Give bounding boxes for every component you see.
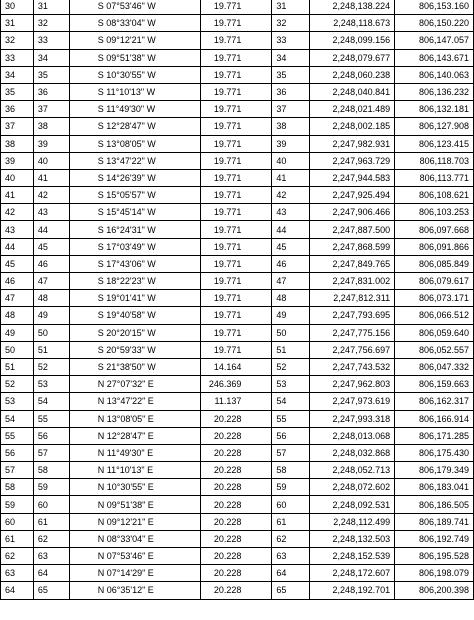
point-cell: 64	[33, 565, 69, 582]
table-row	[1, 101, 474, 118]
distance-cell: 14.164	[201, 358, 272, 375]
northing-cell: 2,247,906.466	[310, 204, 395, 221]
easting-cell: 806,091.866	[395, 238, 474, 255]
vertex-cell: 53	[272, 376, 310, 393]
easting-cell: 806,179.349	[395, 462, 474, 479]
easting-cell: 806,162.317	[395, 393, 474, 410]
station-cell: 36	[1, 101, 34, 118]
bearing-cell: N 12°28'47" E	[69, 427, 201, 444]
bearing-cell: S 15°05'57" W	[69, 187, 201, 204]
northing-cell: 2,248,072.602	[310, 479, 395, 496]
distance-cell: 19.771	[201, 15, 272, 32]
point-cell: 46	[33, 255, 69, 272]
northing-cell: 2,248,118.673	[310, 15, 395, 32]
northing-cell: 2,248,099.156	[310, 32, 395, 49]
northing-cell: 2,248,112.499	[310, 513, 395, 530]
point-cell: 54	[33, 393, 69, 410]
station-cell: 51	[1, 358, 34, 375]
bearing-cell: S 11°49'30" W	[69, 101, 201, 118]
station-cell: 35	[1, 83, 34, 100]
station-cell: 62	[1, 548, 34, 565]
bearing-cell: S 20°20'15" W	[69, 324, 201, 341]
point-cell: 48	[33, 290, 69, 307]
distance-cell: 19.771	[201, 221, 272, 238]
northing-cell: 2,248,002.185	[310, 118, 395, 135]
station-cell: 48	[1, 307, 34, 324]
bearing-cell: S 10°30'55" W	[69, 66, 201, 83]
northing-cell: 2,247,982.931	[310, 135, 395, 152]
station-cell: 42	[1, 204, 34, 221]
vertex-cell: 60	[272, 496, 310, 513]
bearing-cell: N 13°08'05" E	[69, 410, 201, 427]
distance-cell: 20.228	[201, 565, 272, 582]
northing-cell: 2,247,944.583	[310, 169, 395, 186]
distance-cell: 20.228	[201, 582, 272, 599]
table-row	[1, 204, 474, 221]
bearing-cell: N 08°33'04" E	[69, 530, 201, 547]
bearing-cell: N 09°12'21" E	[69, 513, 201, 530]
distance-cell: 19.771	[201, 135, 272, 152]
station-cell: 50	[1, 341, 34, 358]
vertex-cell: 61	[272, 513, 310, 530]
station-cell: 40	[1, 169, 34, 186]
point-cell: 58	[33, 462, 69, 479]
point-cell: 42	[33, 187, 69, 204]
station-cell: 34	[1, 66, 34, 83]
table-row	[1, 187, 474, 204]
table-row	[1, 255, 474, 272]
bearing-cell: N 06°35'12" E	[69, 582, 201, 599]
station-cell: 58	[1, 479, 34, 496]
point-cell: 57	[33, 444, 69, 461]
station-cell: 33	[1, 49, 34, 66]
vertex-cell: 35	[272, 66, 310, 83]
easting-cell: 806,132.181	[395, 101, 474, 118]
table-row	[1, 83, 474, 100]
northing-cell: 2,248,092.531	[310, 496, 395, 513]
distance-cell: 19.771	[201, 0, 272, 15]
northing-cell: 2,247,812.311	[310, 290, 395, 307]
point-cell: 35	[33, 66, 69, 83]
point-cell: 61	[33, 513, 69, 530]
vertex-cell: 31	[272, 0, 310, 15]
station-cell: 45	[1, 255, 34, 272]
table-row	[1, 462, 474, 479]
station-cell: 44	[1, 238, 34, 255]
station-cell: 53	[1, 393, 34, 410]
table-row	[1, 290, 474, 307]
table-row	[1, 49, 474, 66]
station-cell: 46	[1, 273, 34, 290]
northing-cell: 2,248,192.701	[310, 582, 395, 599]
easting-cell: 806,052.557	[395, 341, 474, 358]
easting-cell: 806,153.160	[395, 0, 474, 15]
easting-cell: 806,166.914	[395, 410, 474, 427]
station-cell: 30	[1, 0, 34, 15]
point-cell: 59	[33, 479, 69, 496]
easting-cell: 806,123.415	[395, 135, 474, 152]
northing-cell: 2,247,743.532	[310, 358, 395, 375]
table-row	[1, 427, 474, 444]
vertex-cell: 51	[272, 341, 310, 358]
bearing-cell: S 14°26'39" W	[69, 169, 201, 186]
easting-cell: 806,192.749	[395, 530, 474, 547]
table-row	[1, 66, 474, 83]
easting-cell: 806,059.640	[395, 324, 474, 341]
point-cell: 37	[33, 101, 69, 118]
point-cell: 55	[33, 410, 69, 427]
vertex-cell: 42	[272, 187, 310, 204]
point-cell: 39	[33, 135, 69, 152]
bearing-cell: N 07°14'29" E	[69, 565, 201, 582]
easting-cell: 806,085.849	[395, 255, 474, 272]
distance-cell: 19.771	[201, 324, 272, 341]
point-cell: 36	[33, 83, 69, 100]
easting-cell: 806,198.079	[395, 565, 474, 582]
bearing-cell: S 19°40'58" W	[69, 307, 201, 324]
bearing-cell: S 19°01'41" W	[69, 290, 201, 307]
distance-cell: 11.137	[201, 393, 272, 410]
northing-cell: 2,247,793.695	[310, 307, 395, 324]
point-cell: 45	[33, 238, 69, 255]
easting-cell: 806,200.398	[395, 582, 474, 599]
table-row	[1, 118, 474, 135]
vertex-cell: 65	[272, 582, 310, 599]
point-cell: 47	[33, 273, 69, 290]
table-row	[1, 582, 474, 599]
station-cell: 61	[1, 530, 34, 547]
northing-cell: 2,247,973.619	[310, 393, 395, 410]
station-cell: 64	[1, 582, 34, 599]
distance-cell: 19.771	[201, 290, 272, 307]
vertex-cell: 44	[272, 221, 310, 238]
table-row	[1, 324, 474, 341]
table-row	[1, 376, 474, 393]
point-cell: 41	[33, 169, 69, 186]
easting-cell: 806,159.663	[395, 376, 474, 393]
distance-cell: 19.771	[201, 101, 272, 118]
easting-cell: 806,108.621	[395, 187, 474, 204]
easting-cell: 806,073.171	[395, 290, 474, 307]
easting-cell: 806,066.512	[395, 307, 474, 324]
station-cell: 31	[1, 15, 34, 32]
point-cell: 49	[33, 307, 69, 324]
station-cell: 57	[1, 462, 34, 479]
distance-cell: 19.771	[201, 204, 272, 221]
bearing-cell: S 09°12'21" W	[69, 32, 201, 49]
table-row	[1, 479, 474, 496]
point-cell: 62	[33, 530, 69, 547]
table-row	[1, 358, 474, 375]
station-cell: 37	[1, 118, 34, 135]
station-cell: 54	[1, 410, 34, 427]
northing-cell: 2,248,013.068	[310, 427, 395, 444]
easting-cell: 806,175.430	[395, 444, 474, 461]
station-cell: 56	[1, 444, 34, 461]
distance-cell: 19.771	[201, 32, 272, 49]
distance-cell: 20.228	[201, 462, 272, 479]
distance-cell: 19.771	[201, 83, 272, 100]
vertex-cell: 41	[272, 169, 310, 186]
station-cell: 49	[1, 324, 34, 341]
vertex-cell: 45	[272, 238, 310, 255]
table-row	[1, 565, 474, 582]
point-cell: 31	[33, 0, 69, 15]
point-cell: 51	[33, 341, 69, 358]
station-cell: 41	[1, 187, 34, 204]
distance-cell: 20.228	[201, 530, 272, 547]
point-cell: 50	[33, 324, 69, 341]
station-cell: 47	[1, 290, 34, 307]
distance-cell: 19.771	[201, 341, 272, 358]
table-row	[1, 15, 474, 32]
point-cell: 43	[33, 204, 69, 221]
bearing-cell: N 11°10'13" E	[69, 462, 201, 479]
point-cell: 65	[33, 582, 69, 599]
point-cell: 60	[33, 496, 69, 513]
station-cell: 60	[1, 513, 34, 530]
vertex-cell: 38	[272, 118, 310, 135]
easting-cell: 806,189.741	[395, 513, 474, 530]
table-row	[1, 169, 474, 186]
point-cell: 63	[33, 548, 69, 565]
vertex-cell: 32	[272, 15, 310, 32]
station-cell: 38	[1, 135, 34, 152]
table-row	[1, 444, 474, 461]
bearing-cell: N 27°07'32" E	[69, 376, 201, 393]
bearing-cell: S 07°53'46" W	[69, 0, 201, 15]
vertex-cell: 50	[272, 324, 310, 341]
northing-cell: 2,248,060.238	[310, 66, 395, 83]
easting-cell: 806,183.041	[395, 479, 474, 496]
bearing-cell: S 17°03'49" W	[69, 238, 201, 255]
table-row	[1, 393, 474, 410]
vertex-cell: 40	[272, 152, 310, 169]
northing-cell: 2,248,021.489	[310, 101, 395, 118]
distance-cell: 19.771	[201, 49, 272, 66]
easting-cell: 806,103.253	[395, 204, 474, 221]
vertex-cell: 56	[272, 427, 310, 444]
vertex-cell: 57	[272, 444, 310, 461]
point-cell: 38	[33, 118, 69, 135]
bearing-cell: S 17°43'06" W	[69, 255, 201, 272]
vertex-cell: 62	[272, 530, 310, 547]
vertex-cell: 64	[272, 565, 310, 582]
distance-cell: 20.228	[201, 496, 272, 513]
table-row	[1, 513, 474, 530]
easting-cell: 806,047.332	[395, 358, 474, 375]
easting-cell: 806,097.668	[395, 221, 474, 238]
table-row	[1, 496, 474, 513]
point-cell: 44	[33, 221, 69, 238]
northing-cell: 2,248,040.841	[310, 83, 395, 100]
easting-cell: 806,140.063	[395, 66, 474, 83]
bearing-cell: S 11°10'13" W	[69, 83, 201, 100]
table-row	[1, 410, 474, 427]
bearing-cell: N 09°51'38" E	[69, 496, 201, 513]
point-cell: 40	[33, 152, 69, 169]
easting-cell: 806,195.528	[395, 548, 474, 565]
station-cell: 43	[1, 221, 34, 238]
bearing-cell: S 13°47'22" W	[69, 152, 201, 169]
point-cell: 53	[33, 376, 69, 393]
distance-cell: 246.369	[201, 376, 272, 393]
northing-cell: 2,247,887.500	[310, 221, 395, 238]
northing-cell: 2,247,831.002	[310, 273, 395, 290]
bearing-cell: S 16°24'31" W	[69, 221, 201, 238]
easting-cell: 806,150.220	[395, 15, 474, 32]
vertex-cell: 58	[272, 462, 310, 479]
easting-cell: 806,143.671	[395, 49, 474, 66]
bearing-cell: N 07°53'46" E	[69, 548, 201, 565]
table-row	[1, 530, 474, 547]
bearing-cell: N 13°47'22" E	[69, 393, 201, 410]
distance-cell: 20.228	[201, 513, 272, 530]
distance-cell: 20.228	[201, 427, 272, 444]
table-row	[1, 273, 474, 290]
northing-cell: 2,248,052.713	[310, 462, 395, 479]
table-row	[1, 341, 474, 358]
vertex-cell: 37	[272, 101, 310, 118]
vertex-cell: 33	[272, 32, 310, 49]
vertex-cell: 54	[272, 393, 310, 410]
distance-cell: 20.228	[201, 479, 272, 496]
northing-cell: 2,248,152.539	[310, 548, 395, 565]
northing-cell: 2,248,138.224	[310, 0, 395, 15]
point-cell: 56	[33, 427, 69, 444]
station-cell: 32	[1, 32, 34, 49]
vertex-cell: 63	[272, 548, 310, 565]
bearing-cell: S 12°28'47" W	[69, 118, 201, 135]
vertex-cell: 49	[272, 307, 310, 324]
distance-cell: 19.771	[201, 255, 272, 272]
northing-cell: 2,248,172.607	[310, 565, 395, 582]
table-row	[1, 307, 474, 324]
easting-cell: 806,079.617	[395, 273, 474, 290]
table-row	[1, 32, 474, 49]
northing-cell: 2,247,775.156	[310, 324, 395, 341]
vertex-cell: 48	[272, 290, 310, 307]
distance-cell: 19.771	[201, 169, 272, 186]
northing-cell: 2,247,849.765	[310, 255, 395, 272]
easting-cell: 806,171.285	[395, 427, 474, 444]
bearing-cell: S 18°22'23" W	[69, 273, 201, 290]
vertex-cell: 46	[272, 255, 310, 272]
northing-cell: 2,248,132.503	[310, 530, 395, 547]
easting-cell: 806,118.703	[395, 152, 474, 169]
northing-cell: 2,247,962.803	[310, 376, 395, 393]
point-cell: 34	[33, 49, 69, 66]
vertex-cell: 34	[272, 49, 310, 66]
distance-cell: 19.771	[201, 118, 272, 135]
easting-cell: 806,186.505	[395, 496, 474, 513]
northing-cell: 2,247,993.318	[310, 410, 395, 427]
station-cell: 52	[1, 376, 34, 393]
easting-cell: 806,127.908	[395, 118, 474, 135]
distance-cell: 19.771	[201, 66, 272, 83]
table-row	[1, 238, 474, 255]
northing-cell: 2,248,032.868	[310, 444, 395, 461]
distance-cell: 19.771	[201, 238, 272, 255]
distance-cell: 20.228	[201, 410, 272, 427]
point-cell: 33	[33, 32, 69, 49]
vertex-cell: 47	[272, 273, 310, 290]
bearing-cell: N 10°30'55" E	[69, 479, 201, 496]
table-body	[1, 0, 474, 599]
northing-cell: 2,247,756.697	[310, 341, 395, 358]
distance-cell: 19.771	[201, 273, 272, 290]
table-row	[1, 135, 474, 152]
point-cell: 32	[33, 15, 69, 32]
northing-cell: 2,247,963.729	[310, 152, 395, 169]
station-cell: 59	[1, 496, 34, 513]
vertex-cell: 43	[272, 204, 310, 221]
bearing-cell: S 20°59'33" W	[69, 341, 201, 358]
distance-cell: 20.228	[201, 548, 272, 565]
point-cell: 52	[33, 358, 69, 375]
table-row	[1, 548, 474, 565]
table-row	[1, 0, 474, 15]
station-cell: 63	[1, 565, 34, 582]
bearing-cell: S 13°08'05" W	[69, 135, 201, 152]
vertex-cell: 55	[272, 410, 310, 427]
vertex-cell: 52	[272, 358, 310, 375]
bearing-cell: N 11°49'30" E	[69, 444, 201, 461]
station-cell: 55	[1, 427, 34, 444]
vertex-cell: 39	[272, 135, 310, 152]
distance-cell: 20.228	[201, 444, 272, 461]
northing-cell: 2,248,079.677	[310, 49, 395, 66]
bearing-cell: S 08°33'04" W	[69, 15, 201, 32]
distance-cell: 19.771	[201, 187, 272, 204]
easting-cell: 806,147.057	[395, 32, 474, 49]
vertex-cell: 59	[272, 479, 310, 496]
table-row	[1, 152, 474, 169]
northing-cell: 2,247,925.494	[310, 187, 395, 204]
bearing-cell: S 21°38'50" W	[69, 358, 201, 375]
table-row	[1, 221, 474, 238]
vertex-cell: 36	[272, 83, 310, 100]
easting-cell: 806,136.232	[395, 83, 474, 100]
station-cell: 39	[1, 152, 34, 169]
distance-cell: 19.771	[201, 307, 272, 324]
bearing-cell: S 15°45'14" W	[69, 204, 201, 221]
distance-cell: 19.771	[201, 152, 272, 169]
northing-cell: 2,247,868.599	[310, 238, 395, 255]
bearing-cell: S 09°51'38" W	[69, 49, 201, 66]
easting-cell: 806,113.771	[395, 169, 474, 186]
